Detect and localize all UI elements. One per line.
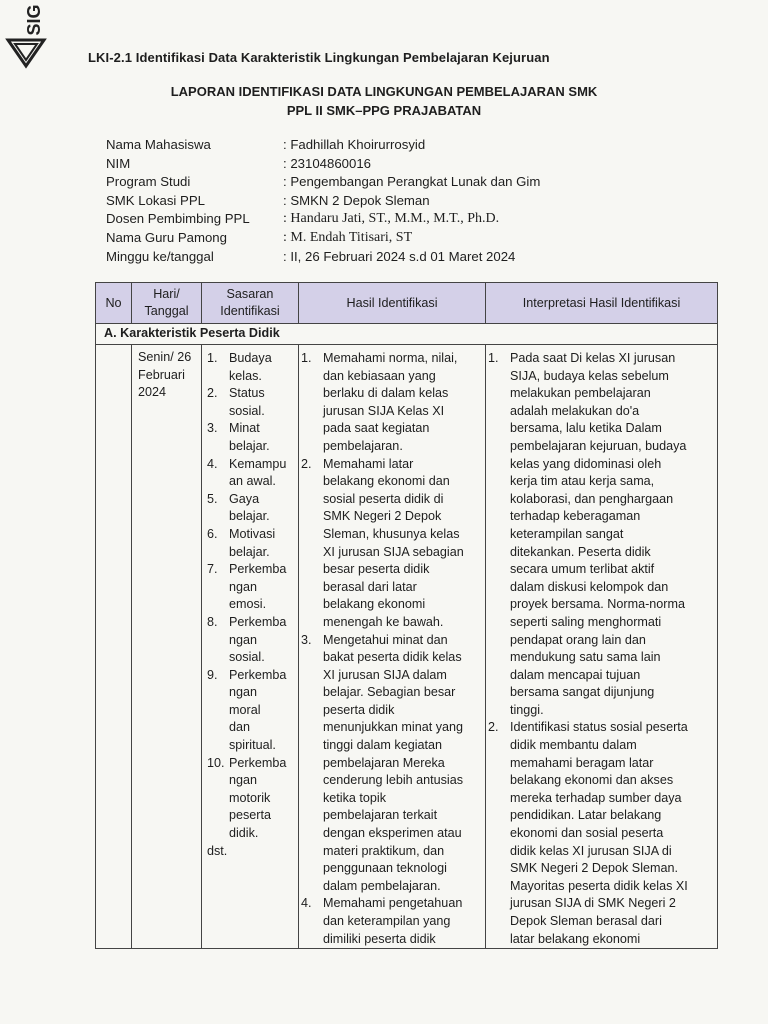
item-line: pembelajaran kejuruan, budaya — [510, 438, 687, 453]
item-line: didik. — [229, 826, 259, 841]
item-line: dalam mencapai tujuan — [510, 667, 641, 682]
info-value: : 23104860016 — [283, 155, 372, 171]
item-line: berasal dari latar — [323, 579, 417, 594]
info-row-teacher — [106, 230, 540, 249]
info-value: : Handaru Jati, ST., M.M., M.T., Ph.D. — [283, 211, 500, 227]
header-day-line: Tanggal — [144, 304, 189, 318]
item-line: terhadap keberagaman — [510, 509, 641, 524]
list-item — [299, 456, 485, 632]
item-line: bakat peserta didik kelas — [323, 650, 462, 665]
list-item — [202, 350, 298, 385]
item-line: ngan — [229, 685, 258, 700]
info-row-name — [106, 137, 540, 156]
item-line: Gaya — [229, 491, 260, 506]
day-line: Senin/ 26 — [138, 350, 192, 364]
item-line: belajar. — [229, 509, 270, 524]
info-value: : Fadhillah Khoirurrosyid — [283, 137, 426, 152]
item-line: tinggi. — [510, 702, 544, 717]
item-line: belajar. — [229, 544, 270, 559]
item-number: 3. — [207, 421, 218, 436]
item-line: XI jurusan SIJA sebagian — [323, 544, 464, 559]
item-line: berlaku di dalam kelas — [323, 386, 449, 401]
item-number: 1. — [207, 351, 218, 365]
list-item — [486, 350, 717, 719]
item-line: pada saat kegiatan — [323, 421, 430, 436]
item-line: kelas. — [229, 368, 262, 383]
info-value: : M. Endah Titisari, ST — [283, 229, 413, 245]
item-line: belakang ekonomi — [323, 597, 426, 612]
item-line: Memahami pengetahuan — [323, 896, 463, 911]
identity-info — [106, 137, 540, 267]
item-line: kerja tim atau kerja sama, — [510, 474, 655, 489]
day-cell — [132, 345, 202, 949]
item-line: dengan eksperimen atau — [323, 826, 462, 841]
row-number — [96, 345, 132, 949]
info-value: : II, 26 Februari 2024 s.d 01 Maret 2024 — [283, 248, 516, 264]
item-line: mereka terhadap sumber daya — [510, 790, 682, 805]
item-line: Identifikasi status sosial peserta — [510, 720, 688, 735]
item-line: bersama sangat dijunjung — [510, 685, 655, 700]
item-line: didik membantu dalam — [510, 738, 637, 753]
day-text — [132, 345, 201, 402]
list-item — [202, 561, 298, 614]
report-subtitle: PPL II SMK–PPG PRAJABATAN — [286, 103, 482, 118]
item-line: dalam diskusi kelompok dan — [510, 579, 669, 594]
item-line: dan — [229, 720, 251, 735]
item-line: emosi. — [229, 597, 267, 612]
item-line: Sleman, khusunya kelas — [323, 526, 460, 541]
identification-table — [95, 282, 718, 949]
target-more: dst. — [207, 843, 228, 858]
list-item — [202, 456, 298, 491]
item-text — [229, 385, 298, 420]
day-line: Februari — [138, 367, 185, 382]
item-line: pembelajaran. — [323, 438, 403, 453]
header-day — [132, 283, 202, 324]
item-line: belakang ekonomi dan akses — [510, 773, 674, 788]
item-text — [229, 420, 298, 455]
results-list — [299, 345, 485, 948]
item-number: 4. — [207, 456, 218, 471]
item-line: SIJA, budaya kelas sebelum — [510, 368, 669, 383]
item-line: keterampilan sangat — [510, 526, 624, 541]
item-line: proyek bersama. Norma-norma — [510, 597, 685, 612]
item-line: tinggi dalam kegiatan — [323, 738, 443, 753]
item-line: kelas yang didominasi oleh — [510, 456, 662, 471]
list-item — [202, 614, 298, 667]
item-line: moral — [229, 702, 261, 717]
list-item — [202, 526, 298, 561]
item-line: belakang ekonomi dan — [323, 474, 450, 489]
item-line: Perkemba — [229, 562, 287, 577]
item-line: Kemampu — [229, 456, 287, 471]
info-value: : SMKN 2 Depok Sleman — [283, 192, 430, 208]
info-label: SMK Lokasi PPL — [106, 192, 205, 208]
item-number: 8. — [207, 614, 218, 629]
item-line: Depok Sleman berasal dari — [510, 914, 662, 928]
item-line: memahami beragam latar — [510, 755, 654, 770]
item-number: 2. — [207, 386, 218, 401]
item-number: 10. — [207, 755, 225, 770]
info-row-supervisor — [106, 211, 540, 230]
item-line: pembelajaran Mereka — [323, 755, 445, 770]
item-line: an awal. — [229, 474, 276, 489]
item-number: 4. — [301, 896, 312, 911]
item-line: menunjukkan minat yang — [323, 720, 464, 735]
info-row-school — [106, 193, 540, 212]
item-number: 9. — [207, 667, 218, 682]
header-target-line: Sasaran — [226, 287, 274, 301]
item-text — [508, 719, 717, 948]
info-label: Dosen Pembimbing PPL — [106, 211, 250, 227]
item-line: sosial. — [229, 403, 265, 418]
item-line: dimiliki peserta didik — [323, 931, 436, 946]
day-line: 2024 — [138, 385, 167, 400]
item-line: pendapat orang lain dan — [510, 632, 646, 647]
table-row — [96, 345, 718, 949]
target-list — [202, 345, 298, 843]
info-label: Nama Guru Pamong — [106, 229, 227, 245]
item-line: XI jurusan SIJA dalam — [323, 667, 447, 682]
item-text — [321, 895, 485, 948]
item-number: 3. — [301, 632, 312, 647]
item-line: didik kelas XI jurusan SIJA di — [510, 843, 672, 858]
results-cell — [299, 345, 486, 949]
list-item — [202, 755, 298, 843]
item-line: menengah ke bawah. — [323, 614, 444, 629]
section-title: A. Karakteristik Peserta Didik — [96, 324, 718, 345]
item-text — [508, 350, 717, 719]
info-label: Nama Mahasiswa — [106, 137, 211, 152]
item-line: dan kebiasaan yang — [323, 368, 436, 383]
university-logo — [4, 0, 48, 72]
item-text — [229, 614, 298, 667]
item-number: 1. — [301, 351, 312, 365]
item-line: dalam pembelajaran. — [323, 878, 441, 893]
item-number: 7. — [207, 562, 218, 577]
item-line: kolaborasi, dan penghargaan — [510, 491, 674, 506]
item-line: sosial. — [229, 650, 265, 665]
item-line: jurusan SIJA Kelas XI — [323, 403, 445, 418]
item-text — [321, 456, 485, 632]
item-line: latar belakang ekonomi — [510, 931, 641, 946]
item-line: Budaya — [229, 351, 272, 365]
item-text — [229, 456, 298, 491]
item-line: ekonomi dan sosial peserta — [510, 826, 664, 841]
item-line: belajar. — [229, 438, 270, 453]
item-line: mendukung satu sama lain — [510, 650, 661, 665]
info-label: Program Studi — [106, 174, 191, 190]
item-line: spiritual. — [229, 738, 276, 753]
item-line: Status — [229, 386, 265, 401]
item-number: 2. — [488, 720, 499, 735]
item-line: Pada saat Di kelas XI jurusan — [510, 351, 676, 365]
item-line: melakukan pembelajaran — [510, 386, 651, 401]
item-line: pembelajaran terkait — [323, 808, 438, 823]
list-item — [202, 667, 298, 755]
item-line: bersama, lalu ketika Dalam — [510, 421, 662, 436]
item-line: peserta — [229, 808, 272, 823]
item-line: ngan — [229, 579, 258, 594]
item-text — [229, 755, 298, 843]
item-line: Perkemba — [229, 755, 287, 770]
item-line: Mengetahui minat dan — [323, 632, 448, 647]
item-text — [229, 561, 298, 614]
list-item — [299, 632, 485, 896]
item-line: besar peserta didik — [323, 562, 430, 577]
item-line: seperti saling menghormati — [510, 614, 662, 629]
item-line: ngan — [229, 632, 258, 647]
item-text — [321, 632, 485, 896]
section-row — [96, 324, 718, 345]
item-line: Memahami norma, nilai, — [323, 351, 458, 365]
header-results: Hasil Identifikasi — [299, 283, 486, 324]
report-title: LAPORAN IDENTIFIKASI DATA LINGKUNGAN PEMBELAJARAN SMK — [170, 84, 598, 99]
item-number: 1. — [488, 351, 499, 365]
list-item — [486, 719, 717, 948]
info-row-nim — [106, 156, 540, 175]
info-row-program — [106, 174, 540, 193]
info-label: NIM — [106, 155, 131, 171]
item-number: 6. — [207, 526, 218, 541]
item-line: ngan — [229, 773, 258, 788]
list-item — [299, 895, 485, 948]
item-text — [229, 350, 298, 385]
item-text — [321, 350, 485, 456]
header-interpretation: Interpretasi Hasil Identifikasi — [486, 283, 718, 324]
item-line: adalah melakukan do'a — [510, 403, 640, 418]
item-text — [229, 491, 298, 526]
list-item — [299, 350, 485, 456]
item-line: jurusan SIJA di SMK Negeri 2 — [510, 896, 676, 911]
info-label: Minggu ke/tanggal — [106, 248, 214, 264]
logo-text: SIG — [24, 4, 44, 36]
item-line: ditekankan. Peserta didik — [510, 544, 651, 559]
item-line: ketika topik — [323, 790, 386, 805]
item-number: 2. — [301, 456, 312, 471]
item-line: pendidikan. Latar belakang — [510, 808, 662, 823]
list-item — [202, 385, 298, 420]
header-no: No — [96, 283, 132, 324]
interpretation-list — [486, 345, 717, 948]
list-item — [202, 420, 298, 455]
item-line: Minat — [229, 421, 260, 436]
item-line: motorik — [229, 790, 271, 805]
list-item — [202, 491, 298, 526]
header-day-line: Hari/ — [153, 287, 180, 301]
item-line: Mayoritas peserta didik kelas XI — [510, 878, 688, 893]
item-line: materi praktikum, dan — [323, 843, 445, 858]
item-line: SMK Negeri 2 Depok Sleman. — [510, 861, 678, 876]
item-number: 5. — [207, 491, 218, 506]
item-line: Perkemba — [229, 667, 287, 682]
header-target — [202, 283, 299, 324]
item-line: peserta didik — [323, 702, 395, 717]
table-header-row — [96, 283, 718, 324]
item-line: Motivasi — [229, 526, 276, 541]
item-line: belajar. Sebagian besar — [323, 685, 456, 700]
item-line: Memahami latar — [323, 456, 414, 471]
item-text — [229, 667, 298, 755]
item-line: cenderung lebih antusias — [323, 773, 464, 788]
document-code: LKI-2.1 Identifikasi Data Karakteristik Lingkungan Pembelajaran Kejuruan — [88, 50, 550, 65]
item-line: Perkemba — [229, 614, 287, 629]
item-line: SMK Negeri 2 Depok — [323, 509, 442, 524]
info-value: : Pengembangan Perangkat Lunak dan Gim — [283, 174, 541, 190]
target-cell — [202, 345, 299, 949]
interpretation-cell — [486, 345, 718, 949]
item-line: dan keterampilan yang — [323, 914, 451, 928]
item-line: secara umum terlibat aktif — [510, 562, 655, 577]
header-target-line: Identifikasi — [220, 304, 280, 318]
item-line: sosial peserta didik di — [323, 491, 444, 506]
item-line: penggunaan teknologi — [323, 861, 447, 876]
info-row-week — [106, 249, 540, 268]
item-text — [229, 526, 298, 561]
